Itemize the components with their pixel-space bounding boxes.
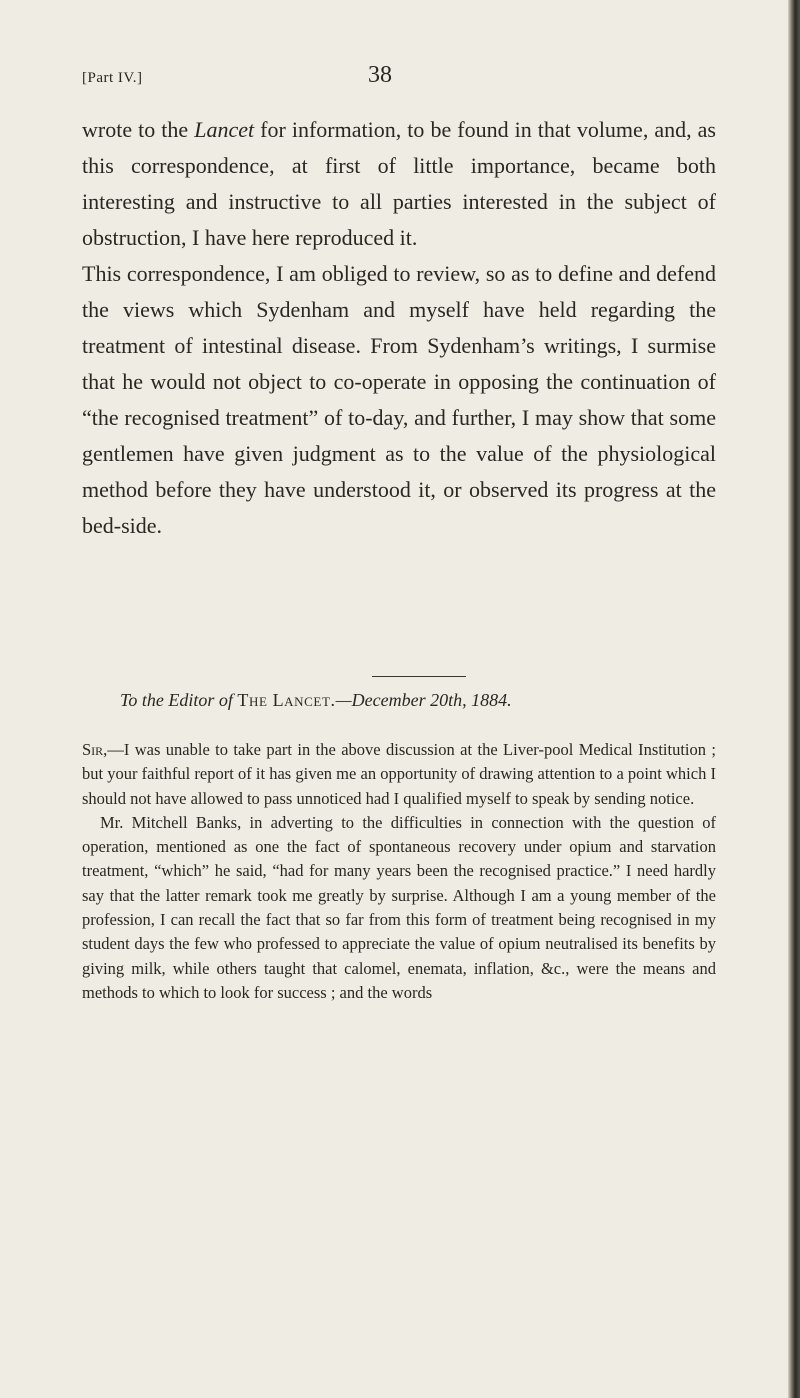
lancet-title: Lancet (194, 117, 255, 142)
letter-paragraph-1 (82, 738, 716, 811)
letter-heading-date: —December 20th, 1884. (335, 690, 512, 710)
letter-heading (120, 690, 720, 711)
letter-heading-journal: The Lancet. (237, 690, 336, 710)
part-label: [Part IV.] (82, 70, 143, 86)
paragraph-2: This correspondence, I am obliged to review, so as to define and defend the views which Sydenham and myself have held regarding the treatment of intestinal disease. From Sydenham’s writings, I surmise that he would not object to co-operate in opposing the continuation of “the recognised treatment” of to-day, and further, I may show that some gentlemen have given judgment as to the value of the physiological method before they have understood it, or observed its progress at the bed-side. (82, 261, 716, 538)
paragraph-1 (82, 112, 716, 256)
section-divider (372, 676, 466, 677)
letter-paragraph-1-text: —I was unable to take part in the above discussion at the Liver-pool Medical Institution ; but your faithful report of it has given me an opportunity of drawing attention to a point which I should not have allowed to pass unnoticed had I qualified myself to speak by sending notice. (82, 740, 716, 808)
letter-heading-to: To the Editor of (120, 690, 238, 710)
book-spine-edge (788, 0, 800, 1398)
page-number: 38 (368, 62, 392, 88)
letter-paragraph-2: Mr. Mitchell Banks, in adverting to the difficulties in connection with the question of operation, mentioned as one the fact of spontaneous recovery under opium and starvation treatment, “which” he said, “had for many years been the recognised practice.” I need hardly say that the latter remark took me greatly by surprise. Although I am a young member of the profession, I can recall the fact that so far from this form of treatment being recognised in my student days the few who professed to appreciate the value of opium neutralised its benefits by giving milk, while others taught that calomel, enemata, inflation, &c., were the means and methods to which to look for success ; and the words (82, 812, 716, 1002)
letter-text (82, 738, 716, 1005)
paragraph-1-text-b: for information, to be found in that volume, and, as this correspondence, at first of little importance, became both interesting and instructive to all parties interested in the subject of obstruction, I have here reproduced it. (82, 117, 716, 250)
paragraph-1-text-a: wrote to the (82, 117, 195, 142)
salutation: Sir, (82, 740, 108, 759)
main-text (82, 112, 716, 544)
page-header (82, 62, 712, 92)
